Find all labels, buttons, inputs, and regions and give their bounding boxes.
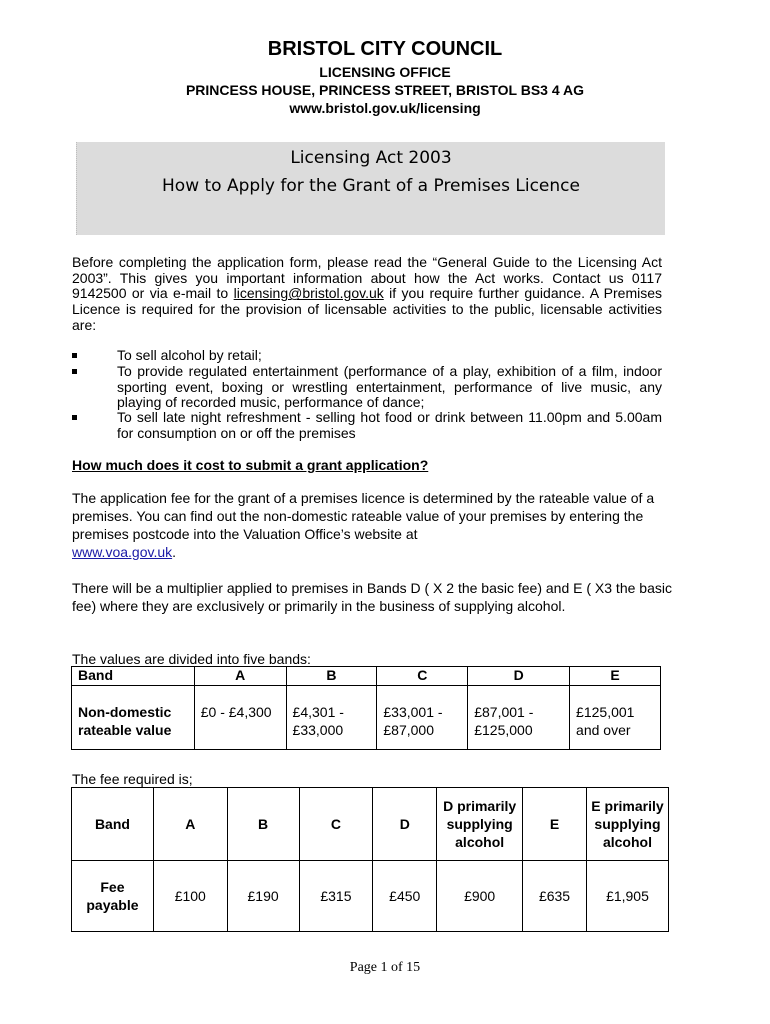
- cost-text: The application fee for the grant of a premises licence is determined by the rateable value of a premises. You can find out the non-domestic rateable value of your premises by entering the premises postcode into the Valuation Office’s website at: [72, 490, 655, 542]
- table-header-cell: Band: [72, 788, 154, 861]
- list-item-text: To sell alcohol by retail;: [117, 347, 262, 363]
- table-header-cell: B: [286, 667, 377, 686]
- table-cell: £450: [373, 861, 437, 932]
- website-text: www.bristol.gov.uk/licensing: [289, 100, 481, 116]
- bullet-icon: [72, 415, 77, 420]
- email-link[interactable]: licensing@bristol.gov.uk: [233, 285, 384, 302]
- voa-link[interactable]: www.voa.gov.uk: [72, 544, 173, 560]
- table-header-cell: B: [227, 788, 299, 861]
- table-header-cell: D: [373, 788, 437, 861]
- intro-text-after: if you require further guidance. A Premises Licence is required for the provision of licensable activities to the public, licensable activities are:: [72, 285, 662, 333]
- bullet-icon: [72, 369, 77, 374]
- title-act: Licensing Act 2003: [290, 148, 452, 168]
- multiplier-paragraph: There will be a multiplier applied to premises in Bands D ( X 2 the basic fee) and E ( X3 the basic fee) where they are exclusively or primarily in the business of supplying alcohol.: [72, 580, 672, 614]
- table-header-row: [72, 667, 661, 686]
- table-header-cell: Band: [72, 667, 195, 686]
- intro-paragraph: [72, 255, 662, 334]
- table-header-cell: E primarily supplying alcohol: [586, 788, 668, 861]
- list-item-text: To provide regulated entertainment (performance of a play, exhibition of a film, indoor sporting event, boxing or wrestling entertainment, performance of live music, any playing of recorded music, performance of dance;: [117, 363, 662, 411]
- table-header-row: [72, 788, 669, 861]
- table-cell: £100: [153, 861, 227, 932]
- table-cell: £33,001 - £87,000: [377, 686, 468, 750]
- table-cell: £900: [437, 861, 523, 932]
- table-cell: £1,905: [586, 861, 668, 932]
- council-name: BRISTOL CITY COUNCIL: [267, 38, 503, 60]
- bullet-icon: [72, 353, 77, 358]
- intro-text-before: Before completing the application form, please read the “General Guide to the Licensing Act 2003”. This gives you important information about how the Act works. Contact us 0117 9142500 or via e-mail to: [72, 254, 662, 302]
- office-address: PRINCESS HOUSE, PRINCESS STREET, BRISTOL BS3 4 AG: [185, 82, 585, 98]
- table-header-cell: A: [153, 788, 227, 861]
- bands-intro: The values are divided into five bands:: [72, 651, 311, 667]
- title-heading: How to Apply for the Grant of a Premises Licence: [162, 176, 580, 196]
- table-cell: Non-domestic rateable value: [72, 686, 195, 750]
- table-header-cell: A: [194, 667, 286, 686]
- bands-table: [71, 666, 661, 750]
- table-header-cell: D: [468, 667, 570, 686]
- table-cell: Fee payable: [72, 861, 154, 932]
- table-cell: £125,001 and over: [570, 686, 661, 750]
- office-name: LICENSING OFFICE: [319, 64, 451, 80]
- table-row: [72, 861, 669, 932]
- table-cell: £190: [227, 861, 299, 932]
- list-item-text: To sell late night refreshment - selling hot food or drink between 11.00pm and 5.00am for consumption on or off the premises: [117, 409, 662, 441]
- table-cell: £87,001 - £125,000: [468, 686, 570, 750]
- table-cell: £315: [299, 861, 373, 932]
- table-header-cell: D primarily supplying alcohol: [437, 788, 523, 861]
- table-header-cell: C: [299, 788, 373, 861]
- fee-table: [71, 787, 669, 932]
- table-row: [72, 686, 661, 750]
- cost-heading: How much does it cost to submit a grant application?: [72, 457, 429, 473]
- title-box: [76, 142, 665, 235]
- table-header-cell: C: [377, 667, 468, 686]
- table-cell: £0 - £4,300: [194, 686, 286, 750]
- table-header-cell: E: [523, 788, 587, 861]
- fee-intro: The fee required is;: [72, 771, 193, 787]
- page-number: Page 1 of 15: [349, 960, 421, 975]
- link-suffix: .: [172, 544, 177, 560]
- cost-paragraph: [72, 489, 672, 561]
- table-cell: £4,301 - £33,000: [286, 686, 377, 750]
- table-cell: £635: [523, 861, 587, 932]
- table-header-cell: E: [570, 667, 661, 686]
